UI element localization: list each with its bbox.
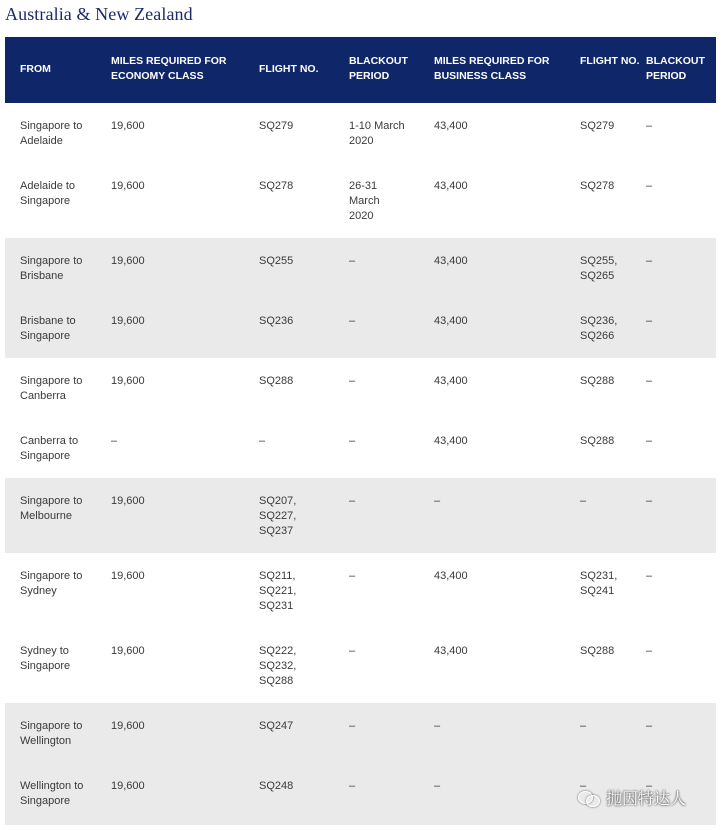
economy-flight-cell: SQ207, SQ227, SQ237 xyxy=(259,495,297,537)
route-cell: Singapore to Melbourne xyxy=(20,495,83,522)
business-flight-cell: SQ279 xyxy=(580,120,615,132)
route-cell: Canberra to Singapore xyxy=(20,435,79,462)
business-blackout-cell: – xyxy=(646,120,653,132)
business-blackout-cell: – xyxy=(646,435,653,447)
economy-blackout-cell: – xyxy=(349,315,356,327)
economy-blackout-cell: – xyxy=(349,375,356,387)
business-flight-cell: – xyxy=(580,780,587,792)
business-blackout-cell: – xyxy=(646,645,653,657)
business-flight-cell: SQ288 xyxy=(580,645,615,657)
business-miles-cell: 43,400 xyxy=(434,255,468,267)
business-miles-cell: 43,400 xyxy=(434,315,468,327)
watermark-text: 抛因特达人 xyxy=(606,791,687,808)
table-header xyxy=(5,37,716,103)
business-blackout-cell: – xyxy=(646,180,653,192)
business-miles-cell: – xyxy=(434,495,441,507)
business-blackout-cell: – xyxy=(646,495,653,507)
economy-flight-cell: SQ288 xyxy=(259,375,294,387)
economy-blackout-cell: – xyxy=(349,720,356,732)
table-row xyxy=(5,478,716,553)
economy-blackout-cell: – xyxy=(349,255,356,267)
business-blackout-cell: – xyxy=(646,720,653,732)
table-row xyxy=(5,418,716,478)
table-row xyxy=(5,628,716,703)
table-row xyxy=(5,553,716,628)
award-miles-table xyxy=(5,37,716,825)
header-business-blackout: BLACKOUT PERIOD xyxy=(646,55,705,82)
business-miles-cell: 43,400 xyxy=(434,435,468,447)
economy-flight-cell: SQ278 xyxy=(259,180,294,192)
business-miles-cell: 43,400 xyxy=(434,570,468,582)
business-blackout-cell: – xyxy=(646,780,653,792)
business-flight-cell: SQ236, SQ266 xyxy=(580,315,618,342)
table-row xyxy=(5,103,716,163)
economy-flight-cell: SQ248 xyxy=(259,780,294,792)
economy-blackout-cell: – xyxy=(349,435,356,447)
header-from: FROM xyxy=(20,63,51,75)
economy-miles-cell: 19,600 xyxy=(111,780,145,792)
route-cell: Singapore to Wellington xyxy=(20,720,83,747)
route-cell: Brisbane to Singapore xyxy=(20,315,76,342)
economy-blackout-cell: – xyxy=(349,645,356,657)
business-flight-cell: SQ288 xyxy=(580,375,615,387)
economy-flight-cell: SQ247 xyxy=(259,720,294,732)
business-miles-cell: – xyxy=(434,780,441,792)
economy-flight-cell: SQ279 xyxy=(259,120,294,132)
table-row xyxy=(5,163,716,238)
section-title: Australia & New Zealand xyxy=(5,4,193,24)
economy-blackout-cell: – xyxy=(349,495,356,507)
route-cell: Adelaide to Singapore xyxy=(20,180,76,207)
economy-miles-cell: 19,600 xyxy=(111,315,145,327)
economy-blackout-cell: – xyxy=(349,780,356,792)
header-economy-flight: FLIGHT NO. xyxy=(259,63,319,75)
table-row xyxy=(5,238,716,298)
watermark xyxy=(578,786,686,809)
route-cell: Singapore to Canberra xyxy=(20,375,83,402)
business-flight-cell: SQ231, SQ241 xyxy=(580,570,618,597)
economy-blackout-cell: – xyxy=(349,570,356,582)
route-cell: Singapore to Adelaide xyxy=(20,120,83,147)
business-flight-cell: SQ278 xyxy=(580,180,615,192)
economy-miles-cell: 19,600 xyxy=(111,645,145,657)
table-row xyxy=(5,703,716,763)
header-economy-blackout: BLACKOUT PERIOD xyxy=(349,55,408,82)
business-blackout-cell: – xyxy=(646,315,653,327)
business-miles-cell: 43,400 xyxy=(434,645,468,657)
route-cell: Sydney to Singapore xyxy=(20,645,71,672)
business-flight-cell: – xyxy=(580,720,587,732)
economy-blackout-cell: 26-31 March 2020 xyxy=(349,180,380,222)
business-flight-cell: SQ288 xyxy=(580,435,615,447)
business-flight-cell: – xyxy=(580,495,587,507)
economy-flight-cell: SQ222, SQ232, SQ288 xyxy=(259,645,297,687)
economy-flight-cell: SQ211, SQ221, SQ231 xyxy=(259,570,297,612)
business-flight-cell: SQ255, SQ265 xyxy=(580,255,618,282)
economy-miles-cell: 19,600 xyxy=(111,180,145,192)
economy-miles-cell: 19,600 xyxy=(111,375,145,387)
economy-miles-cell: 19,600 xyxy=(111,495,145,507)
economy-flight-cell: – xyxy=(259,435,266,447)
header-business-flight: FLIGHT NO. xyxy=(580,55,640,67)
business-blackout-cell: – xyxy=(646,375,653,387)
route-cell: Wellington to Singapore xyxy=(20,780,84,807)
economy-miles-cell: 19,600 xyxy=(111,570,145,582)
economy-flight-cell: SQ255 xyxy=(259,255,294,267)
economy-miles-cell: 19,600 xyxy=(111,255,145,267)
business-miles-cell: 43,400 xyxy=(434,180,468,192)
economy-miles-cell: 19,600 xyxy=(111,120,145,132)
business-miles-cell: – xyxy=(434,720,441,732)
business-miles-cell: 43,400 xyxy=(434,120,468,132)
route-cell: Singapore to Brisbane xyxy=(20,255,83,282)
table-row xyxy=(5,358,716,418)
wechat-icon xyxy=(578,789,600,807)
economy-flight-cell: SQ236 xyxy=(259,315,294,327)
business-miles-cell: 43,400 xyxy=(434,375,468,387)
economy-miles-cell: 19,600 xyxy=(111,720,145,732)
table-row xyxy=(5,298,716,358)
business-blackout-cell: – xyxy=(646,255,653,267)
header-business-miles: MILES REQUIRED FOR BUSINESS CLASS xyxy=(434,55,550,82)
economy-blackout-cell: 1-10 March 2020 xyxy=(349,120,405,147)
header-economy-miles: MILES REQUIRED FOR ECONOMY CLASS xyxy=(111,55,227,82)
route-cell: Singapore to Sydney xyxy=(20,570,83,597)
economy-miles-cell: – xyxy=(111,435,118,447)
business-blackout-cell: – xyxy=(646,570,653,582)
